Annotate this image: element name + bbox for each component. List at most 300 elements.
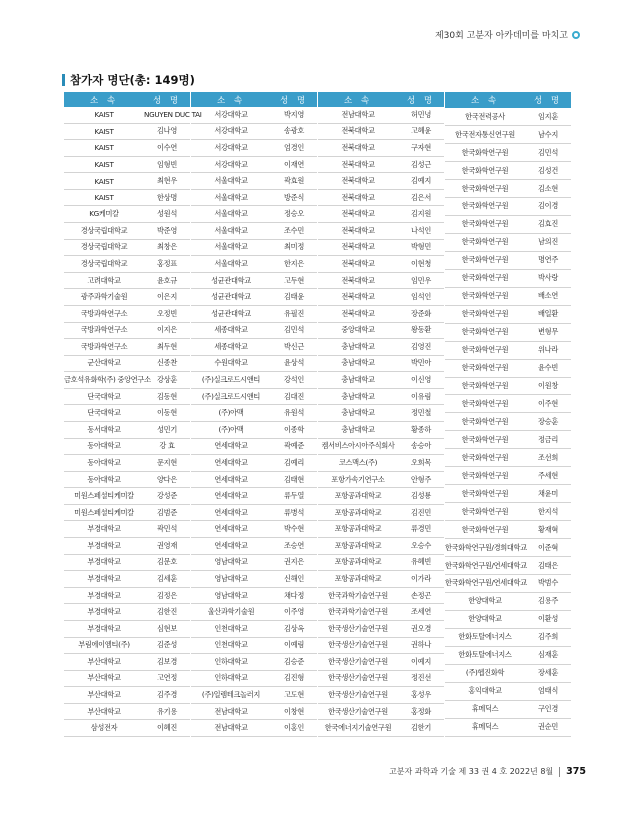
- heading-bar-icon: [62, 74, 65, 86]
- table-row: [191, 239, 317, 256]
- table-row: [445, 162, 571, 180]
- column-header-org: 소 속: [191, 92, 271, 107]
- affiliation-cell: 영남대학교: [191, 554, 271, 571]
- affiliation-cell: 전북대학교: [318, 206, 398, 223]
- participant-tables: [64, 92, 572, 737]
- affiliation-cell: KAIST: [64, 156, 144, 173]
- table-row: [64, 173, 190, 190]
- affiliation-cell: (주)실크로드시앤티: [191, 372, 271, 389]
- affiliation-cell: 휴메딕스: [445, 700, 525, 718]
- table-row: [318, 239, 444, 256]
- affiliation-cell: 포항공과대학교: [318, 554, 398, 571]
- name-cell: 이예지: [398, 654, 444, 671]
- affiliation-cell: 한국화학연구원: [445, 503, 525, 521]
- name-cell: 김태윤: [271, 289, 317, 306]
- affiliation-cell: 미원스페셜티케미칼: [64, 504, 144, 521]
- name-cell: 이가라: [398, 571, 444, 588]
- table-row: [445, 485, 571, 503]
- table-row: [445, 287, 571, 305]
- table-row: [445, 449, 571, 467]
- name-cell: 강상훈: [144, 372, 190, 389]
- table-row: [64, 504, 190, 521]
- table-row: [191, 687, 317, 704]
- affiliation-cell: 부경대학교: [64, 538, 144, 555]
- table-row: [64, 687, 190, 704]
- table-row: [445, 197, 571, 215]
- name-cell: 김동현: [144, 388, 190, 405]
- name-cell: 김보경: [144, 654, 190, 671]
- footer-divider: [559, 767, 560, 777]
- name-cell: 오희목: [398, 455, 444, 472]
- affiliation-cell: 전북대학교: [318, 189, 398, 206]
- column-header-name: 성 명: [398, 92, 444, 107]
- affiliation-cell: 한국생산기술연구원: [318, 687, 398, 704]
- table-row: [445, 700, 571, 718]
- name-cell: 이환성: [525, 610, 571, 628]
- table-row: [64, 372, 190, 389]
- name-cell: 송승아: [398, 438, 444, 455]
- name-cell: 김한진: [144, 604, 190, 621]
- name-cell: 김태현: [271, 471, 317, 488]
- table-row: [318, 123, 444, 140]
- table-row: [64, 571, 190, 588]
- name-cell: 박사랑: [525, 269, 571, 287]
- table-row: [64, 123, 190, 140]
- table-row: [445, 646, 571, 664]
- table-row: [191, 272, 317, 289]
- table-row: [191, 637, 317, 654]
- table-header-row: [445, 92, 571, 108]
- affiliation-cell: KAIST: [64, 140, 144, 157]
- table-row: [191, 339, 317, 356]
- name-cell: 장준화: [398, 305, 444, 322]
- name-cell: 박준영: [144, 223, 190, 240]
- table-row: [318, 339, 444, 356]
- name-cell: 성민기: [144, 421, 190, 438]
- affiliation-cell: 한국화학연구원/연세대학교: [445, 575, 525, 593]
- affiliation-cell: 단국대학교: [64, 388, 144, 405]
- name-cell: 엄태식: [525, 682, 571, 700]
- name-cell: 정민철: [398, 405, 444, 422]
- name-cell: 허민녕: [398, 107, 444, 123]
- table-row: [445, 341, 571, 359]
- affiliation-cell: 전남대학교: [191, 720, 271, 737]
- affiliation-cell: 한국화학연구원: [445, 180, 525, 198]
- name-cell: 김나영: [144, 123, 190, 140]
- name-cell: 강석인: [271, 372, 317, 389]
- name-cell: 변형무: [525, 323, 571, 341]
- affiliation-cell: 인천대학교: [191, 620, 271, 637]
- name-cell: 배소연: [525, 287, 571, 305]
- name-cell: 왕동환: [398, 322, 444, 339]
- affiliation-cell: 홍익대학교: [445, 682, 525, 700]
- affiliation-cell: 전북대학교: [318, 239, 398, 256]
- table-row: [318, 223, 444, 240]
- affiliation-cell: 충남대학교: [318, 388, 398, 405]
- name-cell: 엄경인: [271, 140, 317, 157]
- table-row: [318, 156, 444, 173]
- name-cell: 홍성우: [398, 687, 444, 704]
- name-cell: 조선희: [525, 449, 571, 467]
- name-cell: 권영재: [144, 538, 190, 555]
- affiliation-cell: 삼성전자: [64, 720, 144, 737]
- table-row: [64, 421, 190, 438]
- affiliation-cell: 한국화학연구원: [445, 162, 525, 180]
- table-row: [445, 610, 571, 628]
- name-cell: 김상옥: [271, 620, 317, 637]
- affiliation-cell: 한국전자통신연구원: [445, 126, 525, 144]
- table-row: [191, 438, 317, 455]
- affiliation-cell: 한국화학연구원: [445, 395, 525, 413]
- table-row: [191, 107, 317, 123]
- name-cell: 홍정표: [144, 256, 190, 273]
- affiliation-cell: 한국화학연구원: [445, 215, 525, 233]
- affiliation-cell: 충남대학교: [318, 339, 398, 356]
- table-row: [64, 239, 190, 256]
- name-cell: 박수현: [271, 521, 317, 538]
- affiliation-cell: 한국화학연구원: [445, 323, 525, 341]
- table-header-row: [191, 92, 317, 107]
- name-cell: 권하나: [398, 637, 444, 654]
- table-row: [191, 521, 317, 538]
- name-cell: 이예림: [271, 637, 317, 654]
- table-row: [445, 575, 571, 593]
- table-row: [64, 538, 190, 555]
- table-row: [191, 173, 317, 190]
- affiliation-cell: 부림에이엠티(주): [64, 637, 144, 654]
- affiliation-cell: 서울대학교: [191, 189, 271, 206]
- table-row: [191, 471, 317, 488]
- name-cell: 이원창: [525, 377, 571, 395]
- table-row: [445, 180, 571, 198]
- table-header-row: [64, 92, 190, 107]
- table-row: [318, 587, 444, 604]
- affiliation-cell: 미원스페셜티케미칼: [64, 488, 144, 505]
- table-row: [318, 687, 444, 704]
- name-cell: 윤수빈: [525, 359, 571, 377]
- affiliation-cell: 연세대학교: [191, 538, 271, 555]
- table-row: [318, 388, 444, 405]
- table-row: [318, 189, 444, 206]
- name-cell: 이준혁: [525, 539, 571, 557]
- table-row: [191, 372, 317, 389]
- name-cell: 권지은: [271, 554, 317, 571]
- table-row: [445, 377, 571, 395]
- name-cell: 권순민: [525, 718, 571, 736]
- table-row: [64, 189, 190, 206]
- table-row: [191, 289, 317, 306]
- name-cell: 박지영: [271, 107, 317, 123]
- name-cell: 문지현: [144, 455, 190, 472]
- table-row: [318, 571, 444, 588]
- name-cell: 임지훈: [525, 108, 571, 125]
- table-row: [191, 123, 317, 140]
- affiliation-cell: 서강대학교: [191, 107, 271, 123]
- affiliation-cell: 한국화학연구원: [445, 269, 525, 287]
- name-cell: 윤상석: [271, 355, 317, 372]
- name-cell: 김효진: [525, 215, 571, 233]
- affiliation-cell: 서울대학교: [191, 256, 271, 273]
- affiliation-cell: 포항공과대학교: [318, 488, 398, 505]
- name-cell: 유원석: [271, 405, 317, 422]
- circle-bullet-icon: [572, 31, 580, 39]
- affiliation-cell: 한국화학연구원: [445, 341, 525, 359]
- name-cell: 김태은: [525, 557, 571, 575]
- table-row: [445, 323, 571, 341]
- table-row: [64, 272, 190, 289]
- table-row: [191, 305, 317, 322]
- affiliation-cell: 국방과학연구소: [64, 339, 144, 356]
- affiliation-cell: 한국화학연구원: [445, 305, 525, 323]
- table-row: [445, 557, 571, 575]
- name-cell: 류두열: [271, 488, 317, 505]
- table-row: [445, 108, 571, 125]
- name-cell: 김은서: [398, 189, 444, 206]
- affiliation-cell: 국방과학연구소: [64, 322, 144, 339]
- affiliation-cell: 전남대학교: [191, 703, 271, 720]
- name-cell: 조세연: [398, 604, 444, 621]
- table-row: [191, 571, 317, 588]
- name-cell: 정승오: [271, 206, 317, 223]
- participant-table-1: [64, 92, 202, 737]
- name-cell: 박신근: [271, 339, 317, 356]
- name-cell: 김성근: [398, 156, 444, 173]
- table-row: [64, 720, 190, 737]
- affiliation-cell: 한국화학연구원: [445, 359, 525, 377]
- affiliation-cell: 중앙대학교: [318, 322, 398, 339]
- name-cell: 고혜윤: [398, 123, 444, 140]
- affiliation-cell: 부경대학교: [64, 521, 144, 538]
- affiliation-cell: 한국화학연구원: [445, 431, 525, 449]
- name-cell: 최두현: [144, 339, 190, 356]
- affiliation-cell: 한국생산기술연구원: [318, 670, 398, 687]
- affiliation-cell: 연세대학교: [191, 504, 271, 521]
- name-cell: 김민석: [525, 144, 571, 162]
- name-cell: 김용주: [525, 592, 571, 610]
- name-cell: 이종학: [271, 421, 317, 438]
- affiliation-cell: 한국생산기술연구원: [318, 637, 398, 654]
- table-row: [64, 156, 190, 173]
- affiliation-cell: 전북대학교: [318, 289, 398, 306]
- table-header-row: [318, 92, 444, 107]
- table-row: [191, 256, 317, 273]
- table-row: [318, 206, 444, 223]
- table-row: [64, 223, 190, 240]
- table-row: [191, 388, 317, 405]
- table-row: [64, 670, 190, 687]
- name-cell: 채윤미: [525, 485, 571, 503]
- name-cell: 김주희: [525, 628, 571, 646]
- name-cell: 유필진: [271, 305, 317, 322]
- affiliation-cell: 전북대학교: [318, 305, 398, 322]
- table-row: [191, 156, 317, 173]
- table-row: [64, 620, 190, 637]
- table-row: [445, 664, 571, 682]
- name-cell: 김한기: [398, 720, 444, 737]
- table-row: [64, 604, 190, 621]
- affiliation-cell: 포항공과대학교: [318, 538, 398, 555]
- table-row: [318, 637, 444, 654]
- table-row: [318, 322, 444, 339]
- affiliation-cell: 연세대학교: [191, 438, 271, 455]
- name-cell: 심현보: [144, 620, 190, 637]
- name-cell: 이동현: [144, 405, 190, 422]
- name-cell: 양다은: [144, 471, 190, 488]
- name-cell: 임석인: [398, 289, 444, 306]
- section-title: 참가자 명단(총: 149명): [70, 73, 195, 87]
- name-cell: 이재연: [271, 156, 317, 173]
- affiliation-cell: 경상국립대학교: [64, 239, 144, 256]
- table-row: [318, 720, 444, 737]
- table-row: [318, 305, 444, 322]
- affiliation-cell: 서강대학교: [191, 140, 271, 157]
- affiliation-cell: 한국화학연구원/경희대학교: [445, 539, 525, 557]
- affiliation-cell: 전북대학교: [318, 223, 398, 240]
- name-cell: 위나라: [525, 341, 571, 359]
- name-cell: 송광호: [271, 123, 317, 140]
- affiliation-cell: 한국화학연구원/연세대학교: [445, 557, 525, 575]
- table-row: [445, 592, 571, 610]
- name-cell: 곽효원: [271, 173, 317, 190]
- affiliation-cell: 한국과학기술연구원: [318, 587, 398, 604]
- affiliation-cell: 포항공과대학교: [318, 571, 398, 588]
- affiliation-cell: 서강대학교: [191, 123, 271, 140]
- table-row: [191, 504, 317, 521]
- affiliation-cell: 한국화학연구원: [445, 413, 525, 431]
- affiliation-cell: 전북대학교: [318, 123, 398, 140]
- name-cell: 황종하: [398, 421, 444, 438]
- table-row: [191, 620, 317, 637]
- table-row: [64, 322, 190, 339]
- name-cell: 류경민: [398, 521, 444, 538]
- name-cell: 이현청: [398, 256, 444, 273]
- column-header-name: 성 명: [271, 92, 317, 107]
- table-row: [445, 431, 571, 449]
- name-cell: 박형민: [398, 239, 444, 256]
- table-row: [445, 144, 571, 162]
- affiliation-cell: 부산대학교: [64, 703, 144, 720]
- table-row: [64, 637, 190, 654]
- name-cell: 고연정: [144, 670, 190, 687]
- name-cell: 김소현: [525, 180, 571, 198]
- affiliation-cell: 부산대학교: [64, 654, 144, 671]
- name-cell: 김영진: [398, 339, 444, 356]
- name-cell: 오승수: [398, 538, 444, 555]
- journal-info: 고분자 과학과 기술 제 33 권 4 호 2022년 8월: [389, 767, 554, 776]
- affiliation-cell: 한국에너지기술연구원: [318, 720, 398, 737]
- affiliation-cell: 한양대학교: [445, 592, 525, 610]
- name-cell: 유혜빈: [398, 554, 444, 571]
- affiliation-cell: 충남대학교: [318, 372, 398, 389]
- table-row: [64, 339, 190, 356]
- table-row: [64, 471, 190, 488]
- table-row: [318, 289, 444, 306]
- table-row: [318, 504, 444, 521]
- table-row: [318, 703, 444, 720]
- affiliation-cell: 휴메딕스: [445, 718, 525, 736]
- table-row: [191, 488, 317, 505]
- table-row: [64, 554, 190, 571]
- column-header-org: 소 속: [64, 92, 144, 107]
- table-row: [445, 126, 571, 144]
- name-cell: 임민우: [398, 272, 444, 289]
- affiliation-cell: 한국화학연구원: [445, 287, 525, 305]
- name-cell: 김예리: [271, 455, 317, 472]
- name-cell: 심재훈: [525, 646, 571, 664]
- name-cell: 박민아: [398, 355, 444, 372]
- name-cell: 신해인: [271, 571, 317, 588]
- table-row: [318, 140, 444, 157]
- table-row: [318, 554, 444, 571]
- name-cell: 김진민: [398, 504, 444, 521]
- table-row: [318, 355, 444, 372]
- name-cell: 김세훈: [144, 571, 190, 588]
- column-header-org: 소 속: [445, 92, 525, 108]
- affiliation-cell: (주)일렘테크놀러지: [191, 687, 271, 704]
- table-row: [445, 539, 571, 557]
- table-row: [318, 173, 444, 190]
- page-footer: [389, 766, 586, 777]
- table-row: [64, 405, 190, 422]
- affiliation-cell: 부경대학교: [64, 620, 144, 637]
- affiliation-cell: 전북대학교: [318, 256, 398, 273]
- table-row: [191, 538, 317, 555]
- table-row: [64, 388, 190, 405]
- table-row: [191, 720, 317, 737]
- affiliation-cell: 세종대학교: [191, 339, 271, 356]
- affiliation-cell: 부산대학교: [64, 687, 144, 704]
- table-row: [445, 628, 571, 646]
- affiliation-cell: KAIST: [64, 173, 144, 190]
- affiliation-cell: 한화토탈에너지스: [445, 628, 525, 646]
- name-cell: 김지원: [398, 206, 444, 223]
- name-cell: 이주영: [271, 604, 317, 621]
- name-cell: 성원석: [144, 206, 190, 223]
- affiliation-cell: (주)실크로드시앤티: [191, 388, 271, 405]
- affiliation-cell: 동아대학교: [64, 455, 144, 472]
- affiliation-cell: 서울대학교: [191, 239, 271, 256]
- affiliation-cell: 한국화학연구원: [445, 467, 525, 485]
- affiliation-cell: 한국전력공사: [445, 108, 525, 125]
- affiliation-cell: (주)아맥: [191, 405, 271, 422]
- table-row: [191, 322, 317, 339]
- table-row: [191, 703, 317, 720]
- table-row: [318, 521, 444, 538]
- name-cell: 최현우: [144, 173, 190, 190]
- name-cell: 김대진: [271, 388, 317, 405]
- name-cell: 조수민: [271, 223, 317, 240]
- participant-table-4: [445, 92, 571, 737]
- affiliation-cell: 군산대학교: [64, 355, 144, 372]
- name-cell: 김정은: [144, 587, 190, 604]
- affiliation-cell: 포항공과대학교: [318, 504, 398, 521]
- name-cell: 명연주: [525, 251, 571, 269]
- table-row: [445, 718, 571, 736]
- column-header-org: 소 속: [318, 92, 398, 107]
- affiliation-cell: KAIST: [64, 189, 144, 206]
- name-cell: 유기용: [144, 703, 190, 720]
- affiliation-cell: 부경대학교: [64, 587, 144, 604]
- affiliation-cell: 전북대학교: [318, 156, 398, 173]
- affiliation-cell: 인하대학교: [191, 670, 271, 687]
- table-row: [191, 554, 317, 571]
- table-row: [64, 355, 190, 372]
- table-row: [64, 438, 190, 455]
- name-cell: 장세훈: [525, 664, 571, 682]
- section-heading: [62, 72, 195, 88]
- table-row: [445, 233, 571, 251]
- column-header-name: 성 명: [144, 92, 190, 107]
